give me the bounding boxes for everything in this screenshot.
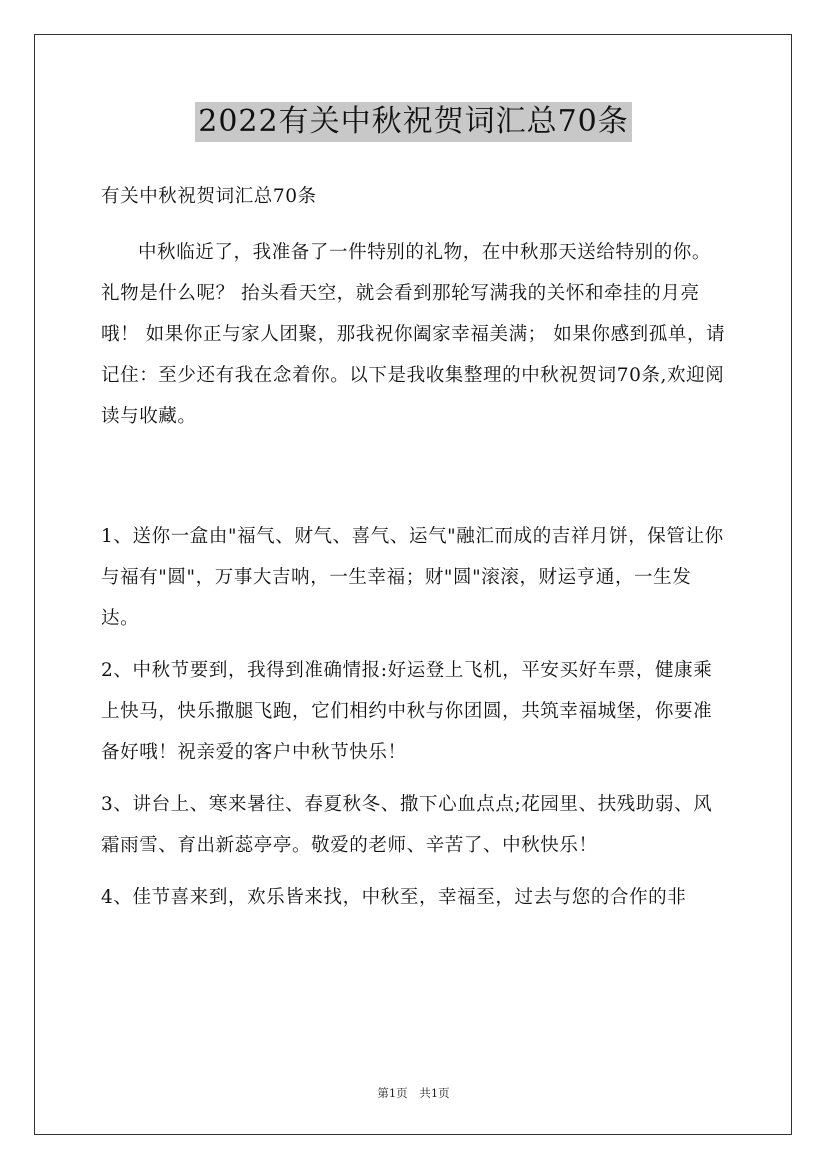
page-total: 共1页: [419, 1086, 450, 1100]
document-body: [101, 176, 729, 929]
page-footer: [0, 1085, 827, 1101]
intro-paragraph: 中秋临近了，我准备了一件特别的礼物，在中秋那天送给特别的你。礼物是什么呢？ 抬头看天空，就会看到那轮写满我的关怀和牵挂的月亮哦！ 如果你正与家人团聚，那我祝你阖家幸福美满； 如果你感到孤单，请记住：至少还有我在念着你。以下是我收集整理的中秋祝贺词70条,欢迎阅读与收藏。: [101, 242, 726, 427]
list-item: 4、佳节喜来到，欢乐皆来找，中秋至，幸福至，过去与您的合作的非: [101, 887, 687, 908]
list-item: 1、送你一盒由"福气、财气、喜气、运气"融汇而成的吉祥月饼，保管让你与福有"圆"，万事大吉呐，一生幸福；财"圆"滚滚，财运亨通，一生发达。: [101, 526, 724, 629]
page-number: 第1页: [377, 1086, 408, 1100]
title-container: [0, 102, 827, 142]
list-item: 2、中秋节要到，我得到准确情报:好运登上飞机，平安买好车票，健康乘上快马，快乐撒腿飞跑，它们相约中秋与你团圆，共筑幸福城堡，你要准备好哦！祝亲爱的客户中秋节快乐！: [101, 660, 713, 763]
document-title: 2022有关中秋祝贺词汇总70条: [195, 102, 632, 142]
list-item: 3、讲台上、寒来暑往、春夏秋冬、撒下心血点点;花园里、扶残助弱、风霜雨雪、育出新蕊亭亭。敬爱的老师、辛苦了、中秋快乐！: [101, 794, 713, 856]
document-subtitle: 有关中秋祝贺词汇总70条: [101, 186, 317, 207]
